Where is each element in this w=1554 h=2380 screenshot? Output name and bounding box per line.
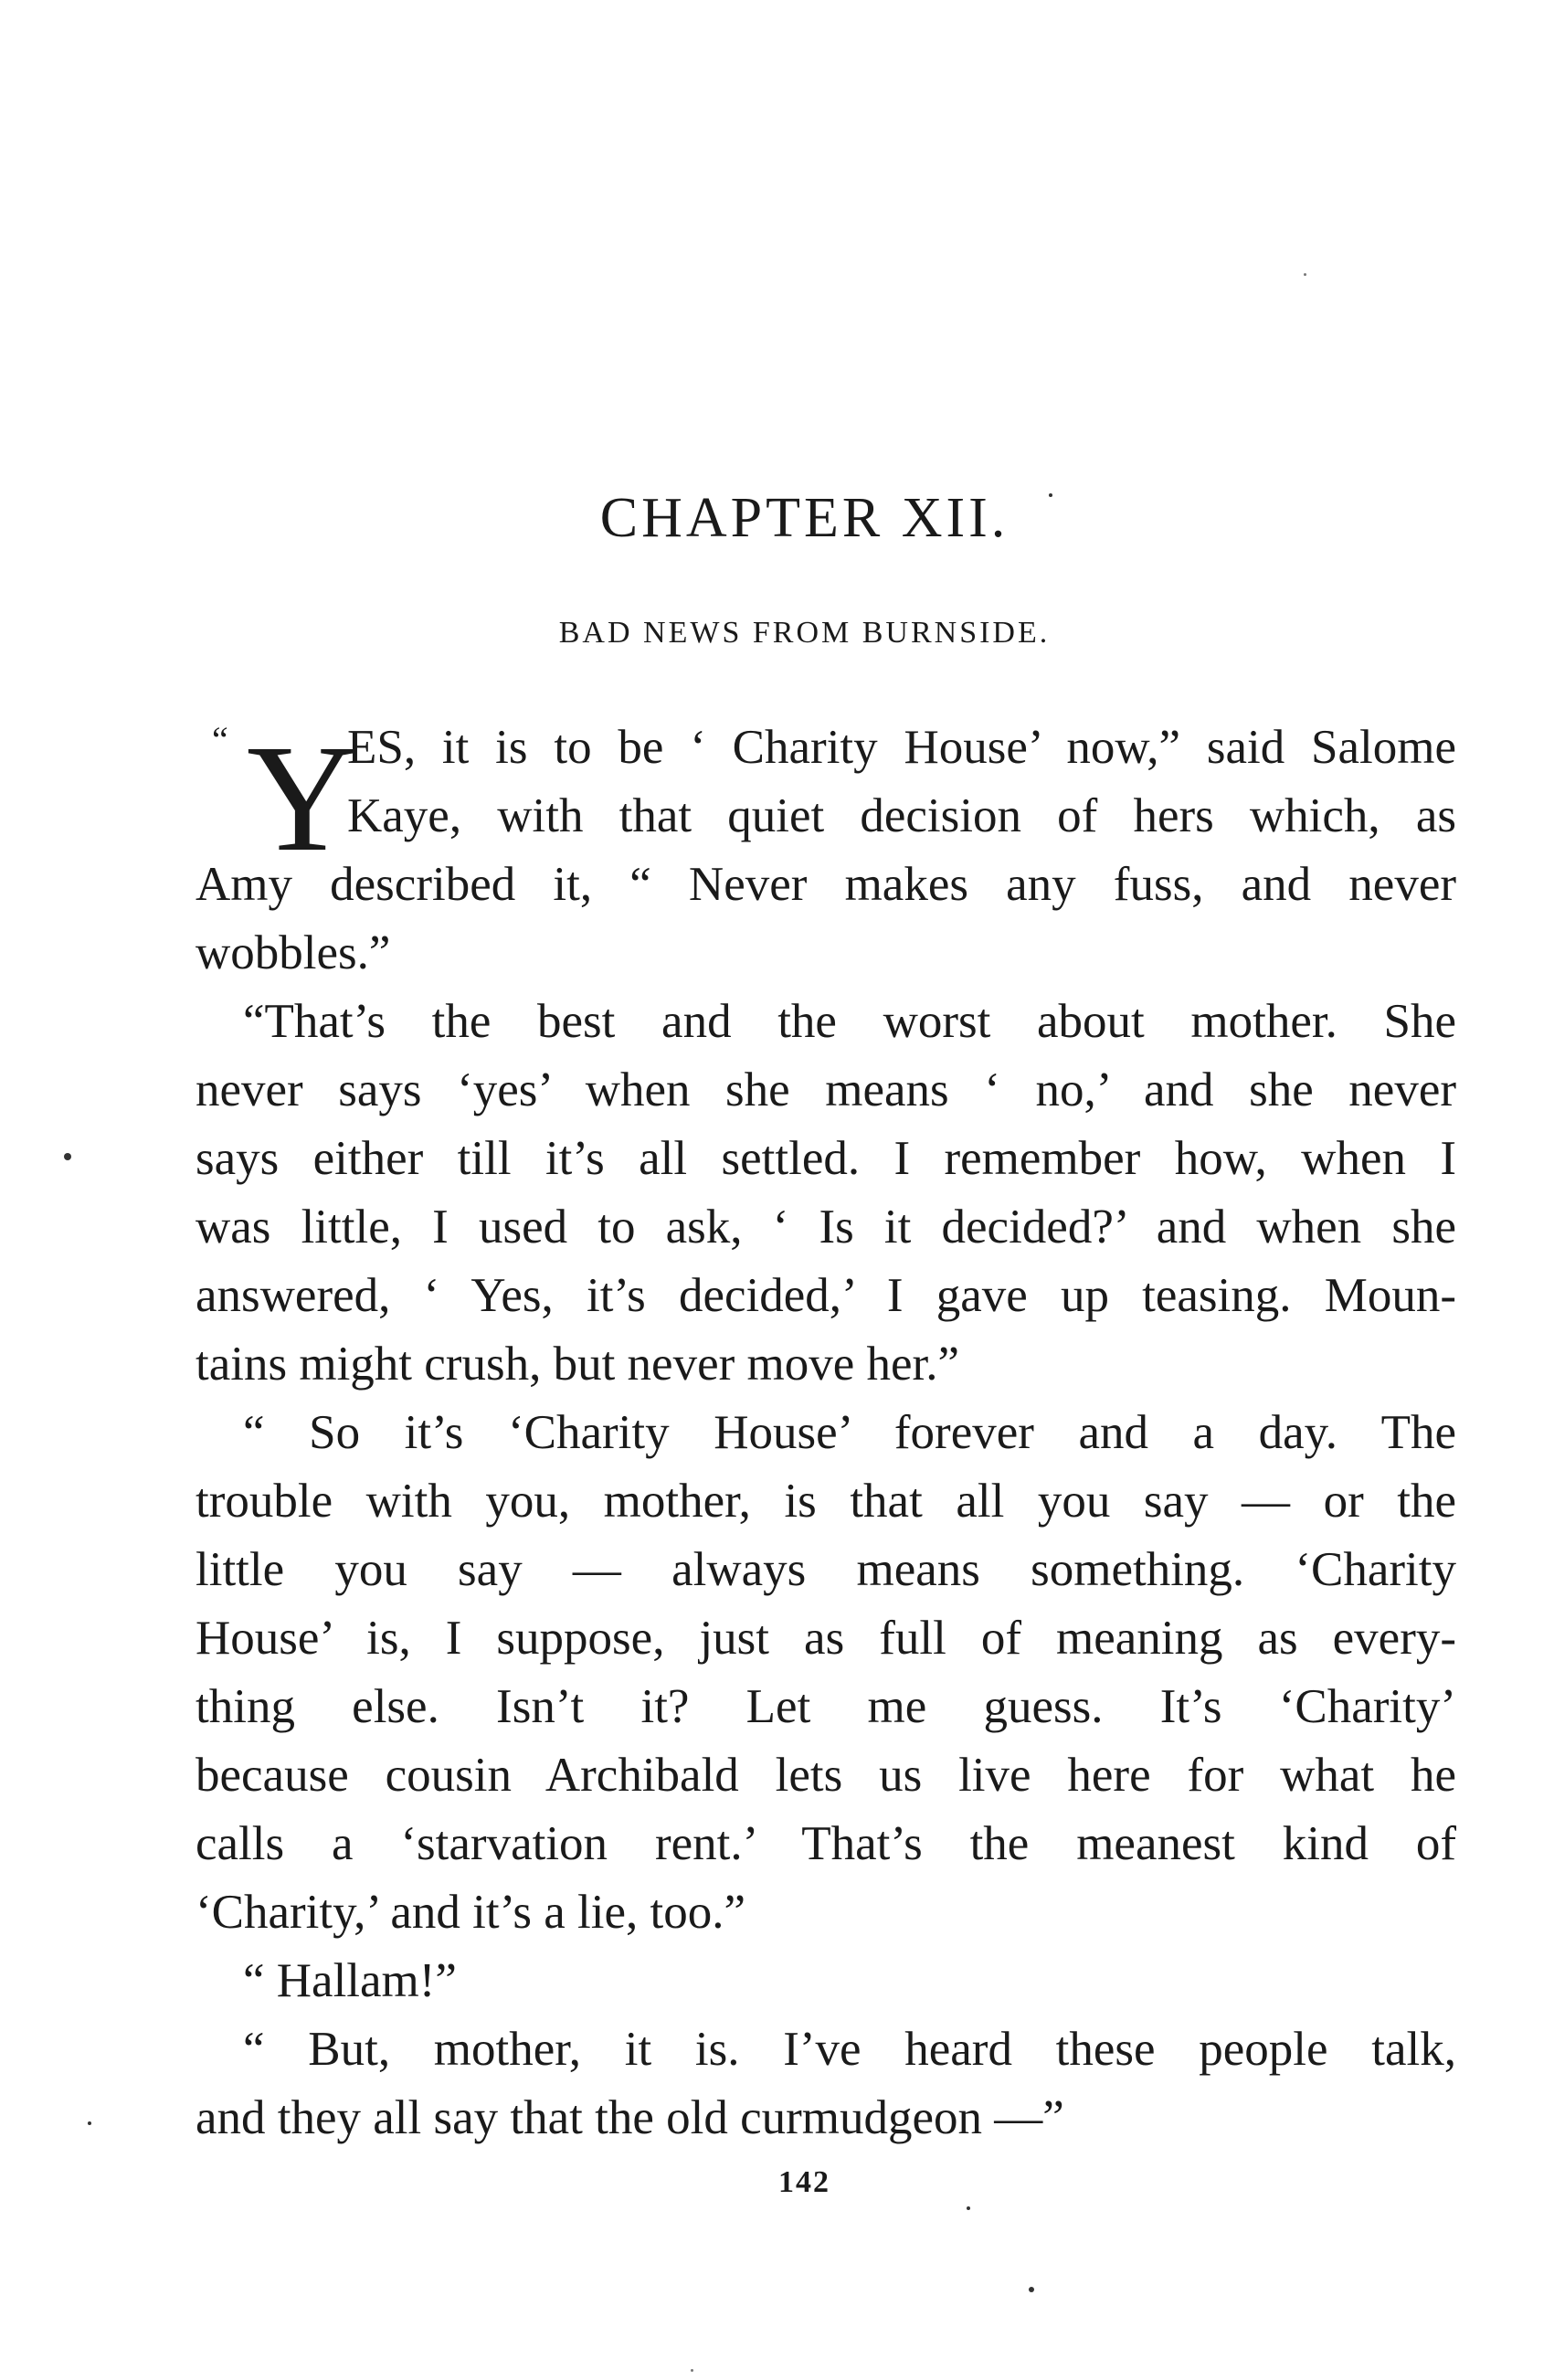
scan-speck [64, 1153, 71, 1160]
scan-speck [1304, 273, 1306, 276]
text-line: ES, it is to be ‘ Charity House’ now,” said Salome [347, 721, 1456, 774]
page-number: 142 [778, 2165, 830, 2199]
scan-speck [967, 2206, 970, 2210]
text-line: trouble with you, mother, is that all you say — or the [196, 1475, 1456, 1528]
scan-speck [88, 2121, 91, 2125]
dropcap-letter: Y [247, 714, 358, 883]
chapter-subtitle: BAD NEWS FROM BURNSIDE. [558, 616, 1051, 650]
text-line: ‘Charity,’ and it’s a lie, too.” [196, 1886, 745, 1939]
text-line: Kaye, with that quiet decision of hers which, as [347, 789, 1456, 842]
text-line: “ Hallam!” [243, 1954, 457, 2007]
scan-speck [1029, 2287, 1034, 2292]
text-line: never says ‘yes’ when she means ‘ no,’ and she never [196, 1063, 1456, 1116]
scan-speck [691, 2369, 693, 2372]
text-line: “That’s the best and the worst about mother. She [243, 995, 1456, 1048]
text-line: was little, I used to ask, ‘ Is it decided?’ and when she [196, 1201, 1456, 1253]
text-line: “ But, mother, it is. I’ve heard these people talk, [243, 2023, 1456, 2076]
text-line: little you say — always means something. ‘Charity [196, 1543, 1456, 1596]
dropcap-quote: “ [212, 719, 228, 760]
text-line: tains might crush, but never move her.” [196, 1338, 960, 1391]
text-line: and they all say that the old curmudgeon —” [196, 2091, 1064, 2144]
text-line: thing else. Isn’t it? Let me guess. It’s ‘Charity’ [196, 1680, 1456, 1733]
text-line: calls a ‘starvation rent.’ That’s the meanest kind of [196, 1817, 1456, 1870]
text-line: answered, ‘ Yes, it’s decided,’ I gave up teasing. Moun- [196, 1269, 1456, 1322]
text-line: says either till it’s all settled. I remember how, when I [196, 1132, 1456, 1185]
text-line: wobbles.” [196, 926, 391, 979]
text-line: “ So it’s ‘Charity House’ forever and a day. The [243, 1406, 1456, 1459]
text-line: House’ is, I suppose, just as full of meaning as every- [196, 1612, 1456, 1665]
scan-speck [1049, 493, 1052, 497]
text-line: Amy described it, “ Never makes any fuss, and never [196, 858, 1456, 911]
chapter-title: CHAPTER XII. [599, 487, 1010, 549]
text-line: because cousin Archibald lets us live here for what he [196, 1749, 1456, 1802]
